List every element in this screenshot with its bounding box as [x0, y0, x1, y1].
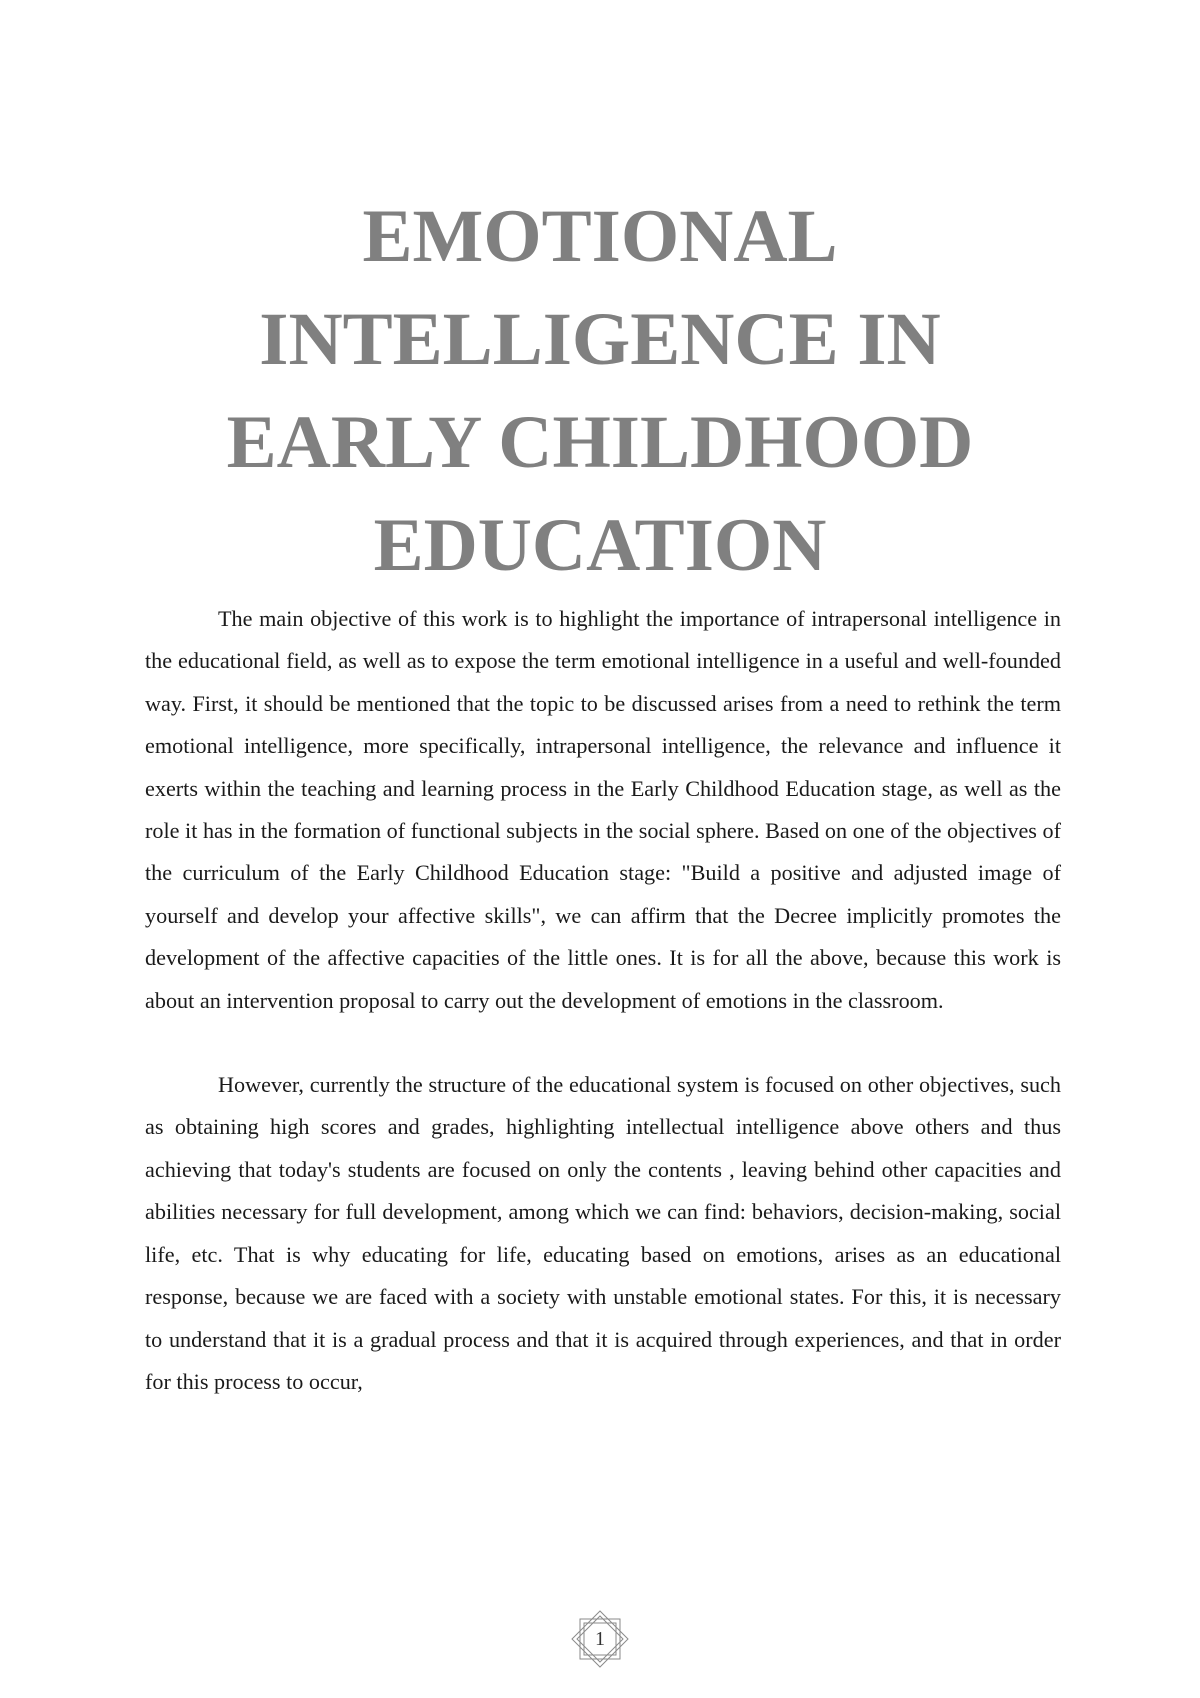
page-number-ornament: [570, 1609, 630, 1669]
paragraph-1: The main objective of this work is to highlight the importance of intrapersonal intelligence in the educational field, as well as to expose the term emotional intelligence in a useful and well-founded way. First, it should be mentioned that the topic to be discussed arises from a need to rethink the term emotional intelligence, more specifically, intrapersonal intelligence, the relevance and influence it exerts within the teaching and learning process in the Early Childhood Education stage, as well as the role it has in the formation of functional subjects in the social sphere. Based on one of the objectives of the curriculum of the Early Childhood Education stage: "Build a positive and adjusted image of yourself and develop your affective skills", we can affirm that the Decree implicitly promotes the development of the affective capacities of the little ones. It is for all the above, because this work is about an intervention proposal to carry out the development of emotions in the classroom.: [145, 606, 1061, 1013]
paragraph-2: However, currently the structure of the educational system is focused on other objectives, such as obtaining high scores and grades, highlighting intellectual intelligence above others and thus achieving that today's students are focused on only the contents , leaving behind other capacities and abilities necessary for full development, among which we can find: behaviors, decision-making, social life, etc. That is why educating for life, educating based on emotions, arises as an educational response, because we are faced with a society with unstable emotional states. For this, it is necessary to understand that it is a gradual process and that it is acquired through experiences, and that in order for this process to occur,: [145, 1072, 1061, 1394]
body-text: [145, 598, 1061, 1403]
document-title: EMOTIONAL INTELLIGENCE IN EARLY CHILDHOOD EDUCATION: [226, 195, 974, 587]
page-number: 1: [595, 1628, 605, 1650]
